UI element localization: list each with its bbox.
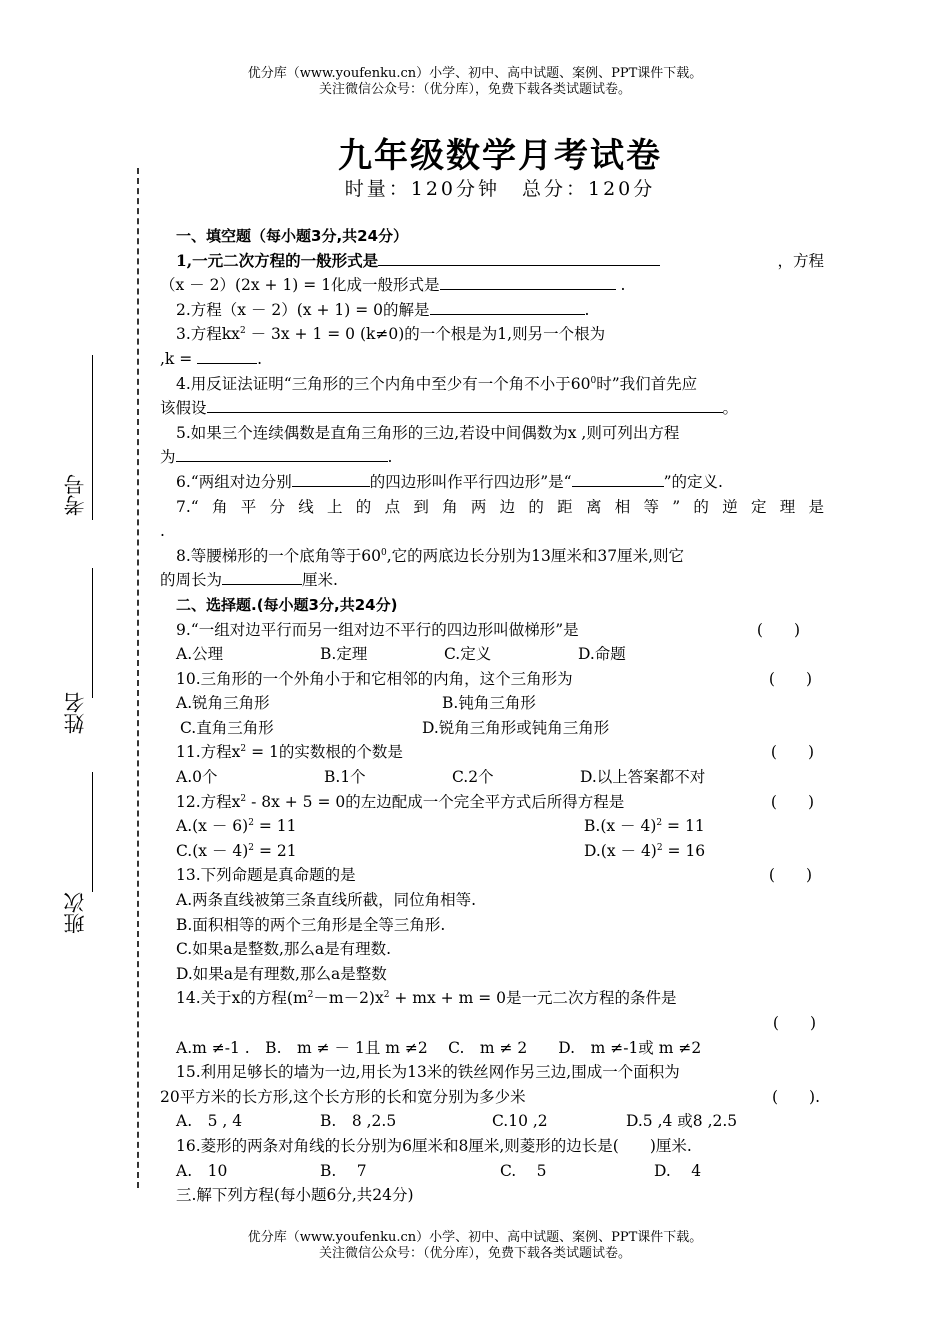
q15-option-a: A. 5 , 4 — [176, 1112, 243, 1131]
q8-blank[interactable] — [222, 569, 302, 585]
q11-sup: 2 — [240, 744, 247, 755]
q12-option-c-value: = 21 — [258, 841, 297, 860]
q15-option-d: D.5 ,4 或8 ,2.5 — [626, 1112, 738, 1131]
xingming-label: 姓名 — [63, 692, 87, 734]
q11-answer-paren[interactable]: ( ) — [770, 743, 814, 762]
q9-option-d: D.命题 — [578, 645, 626, 664]
q11-text: 11.方程x — [176, 743, 241, 762]
question-5 — [160, 421, 824, 446]
q12-sup: 2 — [240, 793, 247, 804]
footer-line-1: 优分库（www.youfenku.cn）小学、初中、高中试题、案例、PPT课件下载。 — [247, 1230, 703, 1245]
question-12 — [160, 790, 824, 815]
q14-text-3: + mx + m = 0是一元二次方程的条件是 — [389, 989, 677, 1008]
q14-options: A.m ≠-1 . B. m ≠ － 1且 m ≠2 C. m ≠ 2 D. m ≠-1或 m ≠2 — [176, 1038, 702, 1057]
xingming-fill-line — [92, 568, 93, 698]
q6-blank-2[interactable] — [572, 471, 664, 487]
q12-a-sup: 2 — [248, 818, 254, 829]
q5-period: . — [387, 448, 393, 467]
q2-period: . — [584, 300, 590, 319]
q12-c-sup: 2 — [248, 842, 255, 853]
q9-option-a: A.公理 — [176, 645, 224, 664]
q8-text-2: ,它的两底边长分别为13厘米和37厘米,则它 — [386, 546, 685, 565]
q14-text-2: －m－2)x — [313, 989, 384, 1008]
q14-text: 14.关于x的方程(m — [176, 989, 308, 1008]
q6-blank-1[interactable] — [292, 471, 370, 487]
q14-sup-1: 2 — [307, 990, 314, 1001]
question-7-cont — [160, 519, 824, 544]
question-14 — [160, 986, 824, 1011]
q14-answer-paren[interactable]: ( ) — [772, 1014, 816, 1032]
q9-text: 9.“一组对边平行而另一组对边不平行的四边形叫做梯形”是 — [176, 620, 579, 639]
question-14-cont — [160, 1011, 824, 1036]
q5-text: 5.如果三个连续偶数是直角三角形的三边,若设中间偶数为x ,则可列出方程 — [176, 423, 680, 442]
exam-body — [160, 224, 824, 1208]
q7-text: 7.“角平分线上的点到角两边的距离相等”的逆定理是 — [176, 497, 824, 516]
q12-text-2: - 8x + 5 = 0的左边配成一个完全平方式后所得方程是 — [246, 792, 625, 811]
question-13 — [160, 863, 824, 888]
q10-options-2 — [160, 716, 824, 741]
q15-option-b: B. 8 ,2.5 — [320, 1112, 397, 1131]
q8-text-3: 的周长为 — [160, 571, 223, 590]
question-10 — [160, 667, 824, 692]
section-2-heading: 二、选择题.(每小题3分,共24分) — [176, 595, 398, 614]
q6-text-2: 的四边形叫作平行四边形”是“ — [369, 472, 572, 491]
q13-answer-paren[interactable]: ( ) — [768, 866, 812, 885]
page-title: 九年级数学月考试卷 — [338, 136, 662, 176]
q10-option-b: B.钝角三角形 — [442, 694, 536, 713]
q10-option-d: D.锐角三角形或钝角三角形 — [422, 718, 610, 737]
kaohao-label: 考号 — [63, 474, 87, 516]
q15-text-2: 20平方米的长方形,这个长方形的长和宽分别为多少米 — [160, 1087, 526, 1106]
q5-blank[interactable] — [176, 446, 388, 462]
q12-option-a-value: = 11 — [258, 817, 297, 836]
q1-text: 1,一元二次方程的一般形式是 — [176, 250, 379, 270]
q9-option-c: C.定义 — [444, 645, 492, 664]
banci-fill-line — [92, 772, 93, 892]
question-9 — [160, 618, 824, 643]
q4-sup: 0 — [590, 375, 597, 386]
q10-option-c: C.直角三角形 — [180, 718, 274, 737]
q12-answer-paren[interactable]: ( ) — [770, 792, 814, 811]
q12-option-b: B.(x － 4) — [584, 817, 657, 836]
q12-options-2 — [160, 839, 824, 864]
q11-option-d: D.以上答案都不对 — [580, 768, 706, 787]
question-15: 15.利用足够长的墙为一边,用长为13米的铁丝网作另三边,围成一个面积为 — [176, 1063, 680, 1082]
q3-text: 3.方程kx — [176, 325, 240, 344]
q3-sup: 2 — [239, 326, 246, 337]
q7-period: . — [160, 522, 165, 541]
q12-option-d-value: = 16 — [667, 841, 706, 860]
section-3-heading: 三.解下列方程(每小题6分,共24分) — [176, 1186, 414, 1205]
q11-option-a: A.0个 — [176, 768, 218, 787]
q12-option-b-value: = 11 — [667, 817, 705, 836]
question-6 — [160, 470, 824, 495]
q10-answer-paren[interactable]: ( ) — [768, 669, 812, 688]
question-8 — [160, 544, 824, 569]
q15-answer-paren[interactable]: ( ). — [771, 1087, 820, 1106]
page-subtitle: 时量：120分钟 总分：120分 — [344, 178, 656, 200]
q11-text-2: = 1的实数根的个数是 — [246, 743, 403, 762]
q13-option-c: C.如果a是整数,那么a是有理数. — [176, 940, 392, 959]
q12-option-d: D.(x － 4) — [584, 841, 657, 860]
question-11 — [160, 740, 824, 765]
question-7 — [160, 495, 824, 520]
q4-blank[interactable] — [207, 397, 723, 413]
q3-text-3: ,k = — [160, 349, 198, 368]
q1-period: . — [620, 276, 626, 295]
q15-options — [160, 1109, 824, 1134]
q10-options-1 — [160, 691, 824, 716]
question-4 — [160, 372, 824, 397]
q12-text: 12.方程x — [176, 792, 241, 811]
q9-option-b: B.定理 — [320, 645, 368, 664]
q1-tail: ，方程 — [777, 251, 824, 270]
q14-sup-2: 2 — [383, 990, 390, 1001]
q12-option-c: C.(x － 4) — [176, 841, 249, 860]
q11-option-b: B.1个 — [324, 768, 366, 787]
q3-blank[interactable] — [197, 348, 257, 364]
question-1 — [160, 249, 824, 274]
section-1-heading: 一、填空题（每小题3分,共24分） — [176, 227, 409, 245]
q11-option-c: C.2个 — [452, 768, 494, 787]
q6-text-3: ”的定义. — [663, 472, 723, 491]
q10-text: 10.三角形的一个外角小于和它相邻的内角，这个三角形为 — [176, 669, 573, 688]
q3-period: . — [257, 349, 263, 368]
q4-text: 4.用反证法证明“三角形的三个内角中至少有一个角不小于60 — [176, 374, 591, 393]
q2-blank[interactable] — [430, 299, 585, 315]
q4-period: 。 — [722, 399, 739, 418]
question-15-cont — [160, 1085, 824, 1110]
header-line-2: 关注微信公众号：（优分库），免费下载各类试题试卷。 — [318, 82, 631, 97]
q13-option-a: A.两条直线被第三条直线所截，同位角相等. — [176, 891, 477, 910]
q4-text-2: 时”我们首先应 — [596, 374, 698, 393]
q16-option-b: B. 7 — [320, 1161, 367, 1180]
kaohao-fill-line — [92, 355, 93, 520]
q4-text-3: 该假设 — [160, 399, 207, 418]
q16-option-a: A. 10 — [176, 1161, 228, 1180]
banci-label: 班次 — [63, 892, 87, 934]
q9-answer-paren[interactable]: ( ) — [756, 620, 800, 639]
q15-option-c: C.10 ,2 — [492, 1112, 548, 1131]
question-4-cont — [160, 396, 824, 421]
q5-text-2: 为 — [160, 448, 176, 467]
q13-option-b: B.面积相等的两个三角形是全等三角形. — [176, 915, 446, 934]
q1-blank-2[interactable] — [440, 274, 616, 290]
q1-text-2: （x － 2）(2x + 1) = 1化成一般形式是 — [160, 276, 440, 295]
question-3-cont — [160, 347, 824, 372]
question-1-cont — [160, 273, 824, 298]
q8-text-4: 厘米. — [302, 571, 338, 590]
question-8-cont — [160, 568, 824, 593]
q12-b-sup: 2 — [656, 818, 663, 829]
question-16: 16.菱形的两条对角线的长分别为6厘米和8厘米,则菱形的边长是( )厘米. — [176, 1136, 692, 1155]
q12-options-1 — [160, 814, 824, 839]
q13-text: 13.下列命题是真命题的是 — [176, 866, 356, 885]
q11-options — [160, 765, 824, 790]
q16-options — [160, 1159, 824, 1184]
question-2 — [160, 298, 824, 323]
q10-option-a: A.锐角三角形 — [176, 694, 270, 713]
q9-options — [160, 642, 824, 667]
q16-option-d: D. 4 — [654, 1161, 702, 1180]
q8-text: 8.等腰梯形的一个底角等于60 — [176, 546, 382, 565]
q1-blank[interactable] — [378, 250, 660, 266]
q12-option-a: A.(x － 6) — [176, 817, 249, 836]
q2-text: 2.方程（x － 2）(x + 1) = 0的解是 — [176, 300, 430, 319]
q12-d-sup: 2 — [656, 842, 663, 853]
q6-text: 6.“两组对边分别 — [176, 472, 292, 491]
question-5-cont — [160, 445, 824, 470]
header-line-1: 优分库（www.youfenku.cn）小学、初中、高中试题、案例、PPT课件下载。 — [247, 66, 703, 81]
question-3 — [160, 322, 824, 347]
q8-sup: 0 — [381, 547, 387, 558]
footer-line-2: 关注微信公众号：（优分库），免费下载各类试题试卷。 — [318, 1246, 631, 1261]
q3-text-2: － 3x + 1 = 0 (k≠0)的一个根是为1,则另一个根为 — [245, 325, 606, 344]
binding-dashed-line — [137, 168, 139, 1188]
q13-option-d: D.如果a是有理数,那么a是整数 — [176, 964, 387, 983]
q16-option-c: C. 5 — [500, 1161, 547, 1180]
